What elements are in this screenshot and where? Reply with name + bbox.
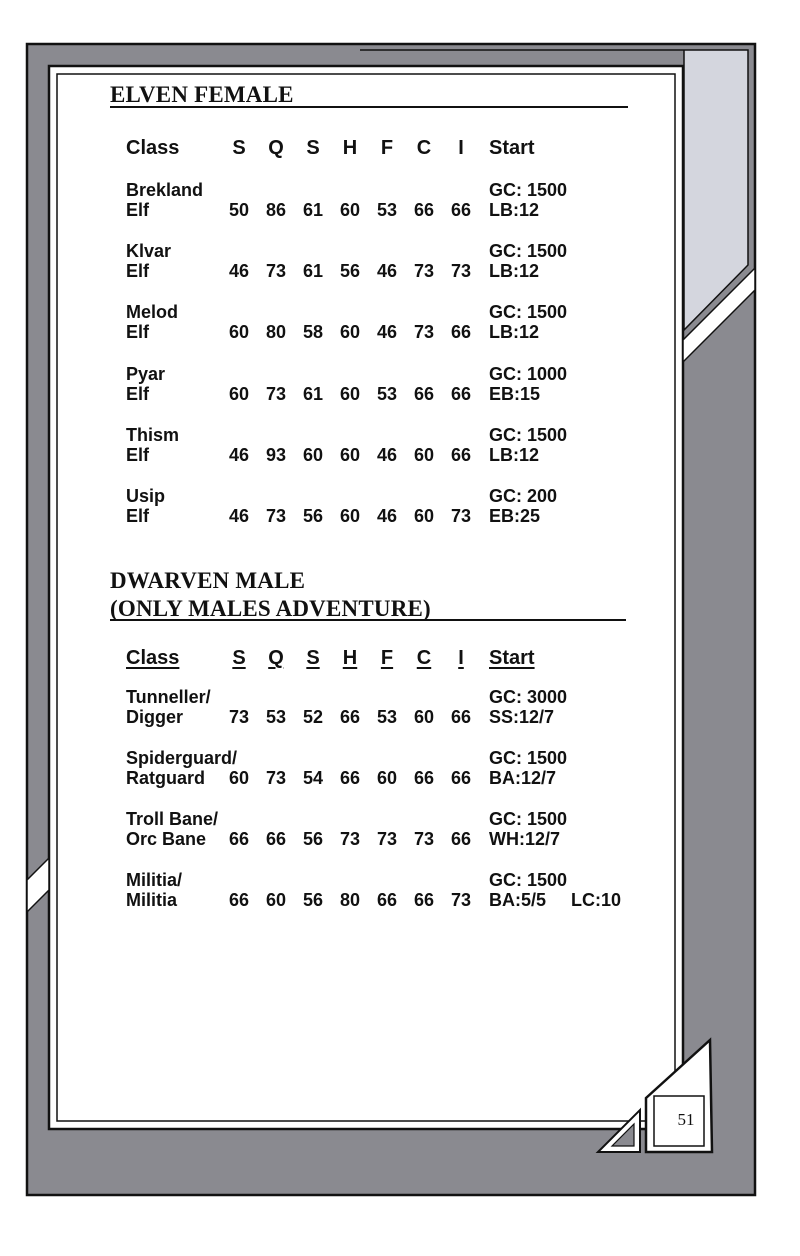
stat-value: 60 — [339, 384, 361, 404]
stat-value: 53 — [376, 707, 398, 727]
column-header-start: Start — [489, 137, 535, 159]
class-name-line2: Elf — [126, 506, 150, 526]
stat-value: 61 — [302, 261, 324, 281]
stat-value: 46 — [376, 506, 398, 526]
stat-value: 66 — [450, 384, 472, 404]
column-header-stat: I — [458, 137, 464, 159]
stat-value: 60 — [413, 445, 435, 465]
stat-value: 73 — [450, 261, 472, 281]
start-gold: GC: 200 — [489, 486, 558, 506]
stat-value: 73 — [413, 322, 435, 342]
stat-value: 60 — [339, 506, 361, 526]
column-header-stat: C — [416, 137, 432, 159]
class-name-line2: Elf — [126, 445, 150, 465]
start-gold: GC: 1500 — [489, 241, 568, 261]
stat-value: 80 — [339, 890, 361, 910]
stat-value: 60 — [376, 768, 398, 788]
stat-value: 58 — [302, 322, 324, 342]
stat-value: 60 — [302, 445, 324, 465]
class-name-line1: Melod — [126, 302, 178, 322]
stat-value: 66 — [339, 707, 361, 727]
class-name-line2: Elf — [126, 261, 150, 281]
class-name-line1: Spiderguard/ — [126, 748, 238, 768]
class-name-line1: Thism — [126, 425, 180, 445]
stat-value: 53 — [265, 707, 287, 727]
class-name-line1: Klvar — [126, 241, 172, 261]
column-header-stat: Q — [268, 137, 284, 159]
stat-value: 73 — [376, 829, 398, 849]
column-header-stat: S — [232, 137, 246, 159]
stat-value: 73 — [450, 506, 472, 526]
stat-value: 60 — [413, 707, 435, 727]
section-subtitle-dwarven-male: (ONLY MALES ADVENTURE) — [110, 596, 431, 621]
start-weapon: LB:12 — [489, 445, 540, 465]
start-weapon: LB:12 — [489, 200, 540, 220]
stat-value: 73 — [265, 768, 287, 788]
column-header-stat: H — [342, 137, 358, 159]
stat-value: 60 — [228, 768, 250, 788]
stat-value: 66 — [339, 768, 361, 788]
class-name-line2: Elf — [126, 384, 150, 404]
stat-value: 61 — [302, 384, 324, 404]
stat-value: 66 — [450, 445, 472, 465]
stat-value: 56 — [339, 261, 361, 281]
stat-value: 66 — [450, 200, 472, 220]
stat-value: 73 — [228, 707, 250, 727]
column-header-class: Class — [126, 647, 180, 669]
stat-value: 46 — [376, 261, 398, 281]
start-weapon: LB:12 — [489, 261, 540, 281]
class-name-line2: Militia — [126, 890, 178, 910]
start-weapon: SS:12/7 — [489, 707, 555, 727]
stat-value: 53 — [376, 200, 398, 220]
stat-value: 60 — [228, 322, 250, 342]
class-name-line2: Digger — [126, 707, 184, 727]
stat-value: 66 — [413, 200, 435, 220]
stat-value: 60 — [339, 445, 361, 465]
stat-value: 46 — [376, 445, 398, 465]
stat-value: 56 — [302, 506, 324, 526]
class-name-line2: Orc Bane — [126, 829, 207, 849]
class-name-line1: Usip — [126, 486, 166, 506]
stat-value: 56 — [302, 829, 324, 849]
class-name-line2: Elf — [126, 322, 150, 342]
stat-value: 80 — [265, 322, 287, 342]
stat-value: 66 — [376, 890, 398, 910]
stat-value: 73 — [265, 261, 287, 281]
stat-value: 46 — [376, 322, 398, 342]
stat-value: 73 — [450, 890, 472, 910]
start-weapon: BA:5/5 — [489, 890, 547, 910]
stat-value: 60 — [265, 890, 287, 910]
column-header-stat: H — [342, 647, 358, 669]
stat-value: 53 — [376, 384, 398, 404]
start-weapon: LB:12 — [489, 322, 540, 342]
class-name-line2: Elf — [126, 200, 150, 220]
start-extra: LC:10 — [571, 890, 622, 910]
stat-value: 46 — [228, 506, 250, 526]
stat-value: 66 — [413, 768, 435, 788]
start-gold: GC: 3000 — [489, 687, 568, 707]
stat-value: 52 — [302, 707, 324, 727]
column-header-stat: S — [306, 137, 320, 159]
stat-value: 66 — [228, 890, 250, 910]
page-number: 51 — [677, 1110, 695, 1129]
column-header-stat: Q — [268, 647, 284, 669]
column-header-stat: S — [232, 647, 246, 669]
column-header-stat: F — [380, 647, 394, 669]
stat-value: 73 — [413, 829, 435, 849]
stat-value: 56 — [302, 890, 324, 910]
stat-value: 66 — [450, 768, 472, 788]
stat-value: 73 — [265, 384, 287, 404]
stat-value: 66 — [413, 890, 435, 910]
stat-value: 61 — [302, 200, 324, 220]
start-weapon: WH:12/7 — [489, 829, 561, 849]
stat-value: 60 — [339, 200, 361, 220]
stat-value: 93 — [265, 445, 287, 465]
start-gold: GC: 1500 — [489, 302, 568, 322]
stat-value: 66 — [450, 829, 472, 849]
stat-value: 86 — [265, 200, 287, 220]
stat-value: 50 — [228, 200, 250, 220]
stat-value: 66 — [450, 322, 472, 342]
stat-value: 66 — [265, 829, 287, 849]
column-header-stat: I — [458, 647, 464, 669]
class-name-line1: Tunneller/ — [126, 687, 211, 707]
stat-value: 60 — [228, 384, 250, 404]
stat-value: 66 — [450, 707, 472, 727]
start-weapon: EB:25 — [489, 506, 541, 526]
section-title-dwarven-male: DWARVEN MALE — [110, 568, 306, 593]
class-name-line2: Ratguard — [126, 768, 206, 788]
start-gold: GC: 1500 — [489, 748, 568, 768]
class-name-line1: Militia/ — [126, 870, 183, 890]
class-name-line1: Pyar — [126, 364, 166, 384]
stat-value: 54 — [302, 768, 324, 788]
column-header-class: Class — [126, 137, 180, 159]
column-header-stat: C — [416, 647, 432, 669]
start-gold: GC: 1500 — [489, 809, 568, 829]
stat-value: 73 — [413, 261, 435, 281]
start-weapon: EB:15 — [489, 384, 541, 404]
start-gold: GC: 1500 — [489, 870, 568, 890]
column-header-stat: F — [380, 137, 394, 159]
column-header-start: Start — [489, 647, 535, 669]
stat-value: 46 — [228, 445, 250, 465]
stat-value: 66 — [228, 829, 250, 849]
start-gold: GC: 1000 — [489, 364, 568, 384]
stat-value: 46 — [228, 261, 250, 281]
class-name-line1: Troll Bane/ — [126, 809, 219, 829]
column-header-stat: S — [306, 647, 320, 669]
stat-value: 73 — [339, 829, 361, 849]
stat-value: 60 — [339, 322, 361, 342]
stat-value: 66 — [413, 384, 435, 404]
start-weapon: BA:12/7 — [489, 768, 557, 788]
section-title-elven-female: ELVEN FEMALE — [110, 82, 294, 107]
start-gold: GC: 1500 — [489, 425, 568, 445]
start-gold: GC: 1500 — [489, 180, 568, 200]
stat-value: 73 — [265, 506, 287, 526]
class-name-line1: Brekland — [126, 180, 204, 200]
stat-value: 60 — [413, 506, 435, 526]
